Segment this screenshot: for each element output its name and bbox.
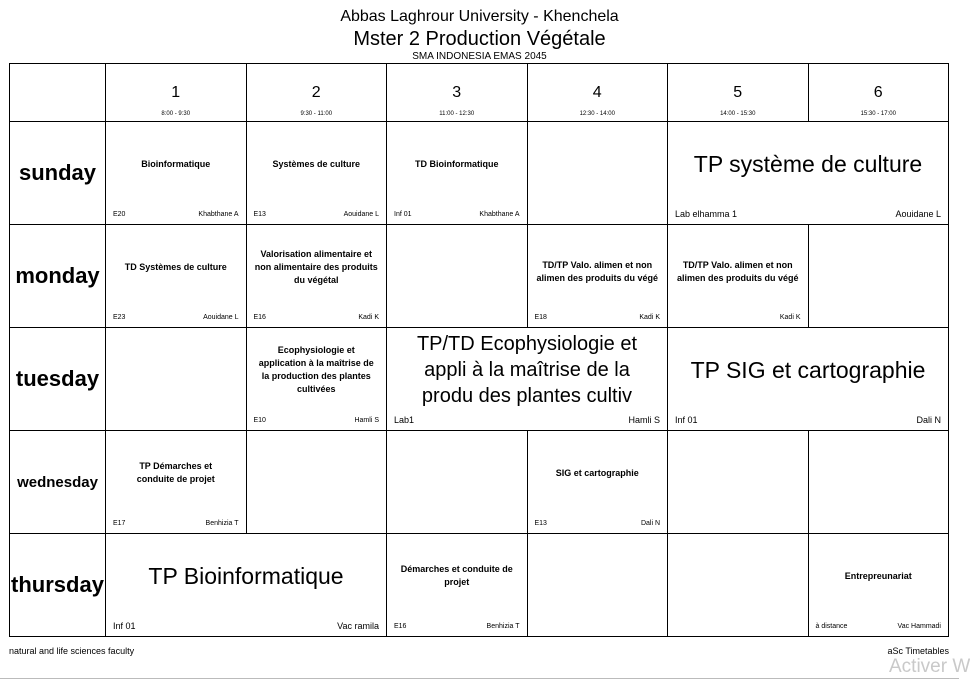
day-label: wednesday (10, 431, 106, 534)
period-header-row (10, 64, 949, 122)
lesson-subject: TP Démarches et conduite de projet (136, 461, 215, 484)
empty-cell (246, 431, 387, 534)
lesson-subject: TP Bioinformatique (148, 562, 344, 589)
lesson-cell[interactable] (527, 225, 668, 328)
day-row-sunday (10, 122, 949, 225)
empty-cell (668, 431, 809, 534)
lesson-cell[interactable] (668, 328, 949, 431)
day-row-thursday (10, 534, 949, 637)
lesson-subject: Bioinformatique (141, 158, 211, 169)
lesson-room: Inf 01 (394, 211, 412, 218)
lesson-room: E16 (253, 314, 266, 321)
lesson-subject: TD/TP Valo. alimen et non alimen des produits du végé (676, 260, 799, 283)
lesson-teacher: Khabthane A (198, 211, 239, 218)
lesson-room: E10 (253, 417, 266, 424)
lesson-room: Inf 01 (113, 621, 136, 631)
lesson-teacher: Vac Hammadi (897, 623, 941, 630)
lesson-teacher: Kadi K (779, 314, 801, 321)
lesson-room: E17 (113, 520, 126, 527)
day-row-wednesday (10, 431, 949, 534)
period-header: 5 14:00 - 15:30 (668, 64, 809, 122)
lesson-teacher: Benhizia T (486, 623, 520, 630)
faculty-footer: natural and life sciences faculty (9, 646, 135, 656)
lesson-teacher: Hamli S (628, 415, 660, 425)
lesson-room: E18 (534, 314, 547, 321)
lesson-subject: SIG et cartographie (555, 467, 639, 478)
lesson-room: Inf 01 (675, 415, 698, 425)
empty-cell (808, 431, 949, 534)
lesson-room: à distance (815, 623, 848, 630)
activation-watermark: Activer W (889, 656, 970, 677)
day-row-tuesday (10, 328, 949, 431)
empty-cell (387, 225, 528, 328)
lesson-teacher: Benhizia T (205, 520, 239, 527)
lesson-room: E13 (253, 211, 266, 218)
empty-cell (668, 534, 809, 637)
lesson-teacher: Dali N (916, 415, 941, 425)
university-title: Abbas Laghrour University - Khenchela (340, 8, 619, 25)
lesson-room: Lab1 (394, 415, 415, 425)
lesson-subject: Ecophysiologie et application à la maîtrise de la production des plantes cultivées (258, 345, 374, 394)
empty-cell (527, 534, 668, 637)
subtitle: SMA INDONESIA EMAS 2045 (412, 51, 547, 62)
day-label: sunday (10, 122, 106, 225)
empty-cell (387, 431, 528, 534)
lesson-teacher: Kadi K (358, 314, 379, 321)
empty-cell (106, 328, 247, 431)
lesson-cell[interactable] (387, 122, 528, 225)
lesson-teacher: Hamli S (354, 417, 379, 424)
day-label: tuesday (10, 328, 106, 431)
lesson-teacher: Vac ramila (337, 621, 379, 631)
lesson-cell[interactable] (106, 225, 247, 328)
lesson-subject: Entrepreunariat (844, 570, 912, 581)
lesson-cell[interactable] (246, 122, 387, 225)
lesson-room: E16 (394, 623, 407, 630)
lesson-cell[interactable] (668, 225, 809, 328)
lesson-subject: TP système de culture (693, 150, 923, 177)
lesson-cell[interactable] (668, 122, 949, 225)
lesson-subject: Valorisation alimentaire et non alimentaire des produits du végétal (254, 248, 378, 285)
period-header: 3 11:00 - 12:30 (387, 64, 528, 122)
software-credit: aSc Timetables (887, 646, 949, 656)
program-title: Mster 2 Production Végétale (353, 28, 606, 50)
day-label: monday (10, 225, 106, 328)
lesson-cell[interactable] (527, 431, 668, 534)
lesson-subject: TP SIG et cartographie (690, 356, 926, 383)
timetable-grid (9, 63, 949, 637)
corner-cell (10, 64, 106, 122)
lesson-subject: TD/TP Valo. alimen et non alimen des produits du végé (536, 260, 659, 283)
lesson-room: Lab elhamma 1 (675, 209, 738, 219)
lesson-cell[interactable] (246, 328, 387, 431)
lesson-teacher: Aouidane L (203, 314, 239, 321)
lesson-teacher: Khabthane A (479, 211, 520, 218)
empty-cell (527, 122, 668, 225)
empty-cell (808, 225, 949, 328)
bottom-divider (0, 678, 959, 679)
lesson-cell[interactable] (106, 431, 247, 534)
period-header: 4 12:30 - 14:00 (527, 64, 668, 122)
lesson-teacher: Dali N (640, 520, 660, 527)
lesson-cell[interactable] (387, 328, 668, 431)
lesson-cell[interactable] (387, 534, 528, 637)
period-header: 2 9:30 - 11:00 (246, 64, 387, 122)
lesson-teacher: Aouidane L (895, 209, 941, 219)
lesson-cell[interactable] (106, 122, 247, 225)
lesson-subject: Démarches et conduite de projet (400, 564, 513, 587)
lesson-teacher: Kadi K (639, 314, 660, 321)
period-header: 6 15:30 - 17:00 (808, 64, 949, 122)
lesson-subject: TD Bioinformatique (415, 158, 499, 169)
lesson-room: E20 (113, 211, 126, 218)
lesson-room: E13 (534, 520, 547, 527)
lesson-subject: Systèmes de culture (272, 158, 361, 169)
lesson-subject: TD Systèmes de culture (124, 261, 227, 272)
lesson-subject: TP/TD Ecophysiologie et appli à la maîtrise de la produ des plantes cultiv (416, 333, 638, 407)
day-row-monday (10, 225, 949, 328)
day-label: thursday (10, 534, 106, 637)
lesson-cell[interactable] (106, 534, 387, 637)
lesson-cell[interactable] (246, 225, 387, 328)
lesson-room: E23 (113, 314, 126, 321)
period-header: 1 8:00 - 9:30 (106, 64, 247, 122)
lesson-teacher: Aouidane L (343, 211, 379, 218)
lesson-cell[interactable] (808, 534, 949, 637)
